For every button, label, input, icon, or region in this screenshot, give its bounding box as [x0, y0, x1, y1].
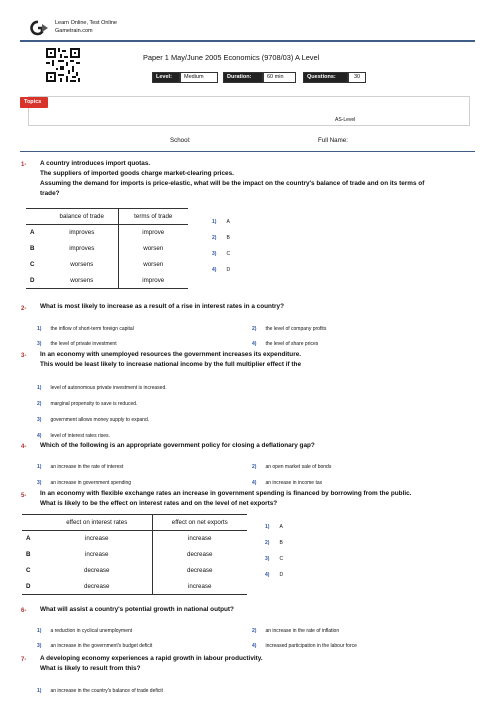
question-text: In an economy with unemployed resources the government increases its expenditure. This would be least likely to increase national income by the full multiplier effect if the: [40, 351, 302, 368]
answer-option[interactable]: 3) an increase in the government's budget deficit: [37, 643, 153, 649]
table-row: C worsens worsen: [26, 257, 188, 273]
answer-option[interactable]: 4) D: [265, 572, 284, 578]
question-number: 5-: [21, 493, 27, 499]
answer-table: [22, 514, 247, 595]
site-logo[interactable]: [28, 20, 50, 36]
answer-option[interactable]: 1) an increase in the rate of interest: [37, 464, 124, 470]
answer-table: [26, 208, 188, 289]
duration-label: Duration:: [223, 72, 263, 83]
level-value: Medium: [180, 72, 218, 83]
name-field[interactable]: Full Name:: [318, 137, 348, 144]
topics-box: [28, 96, 470, 126]
answer-option[interactable]: 1) an increase in the country's balance of trade deficit: [37, 688, 163, 694]
table-row: D decrease increase: [22, 579, 247, 595]
duration-value: 60 min: [263, 72, 296, 83]
page-bottom-edge: [0, 696, 496, 702]
answer-option[interactable]: 3) the level of private investment: [37, 341, 117, 347]
table-row: B increase decrease: [22, 547, 247, 563]
table-row: D worsens improve: [26, 273, 188, 289]
question-number: 1-: [21, 162, 27, 168]
answer-option[interactable]: 4) increased participation in the labour force: [252, 643, 357, 649]
answer-option[interactable]: 2) B: [265, 540, 283, 546]
site-tagline: Learn Online, Test Online: [55, 20, 117, 26]
question-number: 4-: [21, 444, 27, 450]
answer-option[interactable]: 3) government allows money supply to expand.: [37, 417, 150, 423]
question-number: 7-: [21, 657, 27, 663]
answer-option[interactable]: 2) an increase in the rate of inflation: [252, 628, 340, 634]
questions-label: Questions:: [303, 72, 348, 83]
table-row: B improves worsen: [26, 241, 188, 257]
table-header: effect on interest rates: [42, 515, 152, 531]
questions-value: 30: [348, 72, 366, 83]
level-label: Level:: [152, 72, 180, 83]
answer-option[interactable]: 4) level of interest rates rises.: [37, 433, 110, 439]
question-number: 3-: [21, 353, 27, 359]
answer-option[interactable]: 4) an increase in income tax: [252, 480, 323, 486]
answer-option[interactable]: 4) D: [212, 267, 231, 273]
question-text: Which of the following is an appropriate government policy for closing a deflationary gap?: [40, 442, 315, 449]
question-text: A developing economy experiences a rapid growth in labour productivity. What is likely to result from this?: [40, 655, 263, 672]
table-header: effect on net exports: [152, 515, 247, 531]
answer-option[interactable]: 2) marginal propensity to save is reduced.: [37, 401, 138, 407]
answer-option[interactable]: 3) an increase in government spending: [37, 480, 132, 486]
question-text: A country introduces import quotas. The suppliers of imported goods charge market-clearing prices. Assuming the demand for imports is price-elastic, what will be the impact on the country's balance of trade and on its terms of trade?: [40, 160, 425, 197]
table-row: A increase increase: [22, 531, 247, 547]
table-header: terms of trade: [118, 209, 188, 225]
answer-option[interactable]: 1) A: [265, 524, 283, 530]
site-name[interactable]: Gametrain.com: [55, 28, 93, 34]
answer-option[interactable]: 4) the level of share prices: [252, 341, 319, 347]
question-text: What will assist a country's potential growth in national output?: [40, 606, 234, 613]
answer-option[interactable]: 2) the level of company profits: [252, 326, 327, 332]
answer-option[interactable]: 1) A: [212, 219, 230, 225]
answer-option[interactable]: 3) C: [265, 556, 284, 562]
question-number: 2-: [21, 306, 27, 312]
topic-level: AS-Level: [335, 117, 356, 123]
question-text: What is most likely to increase as a result of a rise in interest rates in a country?: [40, 303, 284, 310]
question-text: In an economy with flexible exchange rates an increase in government spending is financed by borrowing from the public. What is likely to be the effect on interest rates and on the level of net exports?: [40, 490, 412, 507]
section-rule: [20, 151, 475, 152]
answer-option[interactable]: 2) B: [212, 235, 230, 241]
answer-option[interactable]: 1) the inflow of short-term foreign capital: [37, 326, 134, 332]
answer-option[interactable]: 3) C: [212, 251, 231, 257]
answer-option[interactable]: 1) a reduction in cyclical unemployment: [37, 628, 133, 634]
question-number: 6-: [21, 608, 27, 614]
table-row: C decrease decrease: [22, 563, 247, 579]
header-rule: [20, 40, 475, 42]
table-header: balance of trade: [46, 209, 118, 225]
answer-option[interactable]: 1) level of autonomous private investment is increased.: [37, 385, 167, 391]
topics-tab[interactable]: Topics: [20, 97, 48, 108]
paper-title: Paper 1 May/June 2005 Economics (9708/03) A Level: [143, 53, 320, 62]
qr-code-icon: [46, 48, 80, 82]
school-field[interactable]: School:: [170, 137, 191, 144]
answer-option[interactable]: 2) an open market sale of bonds: [252, 464, 332, 470]
table-row: A improves improve: [26, 225, 188, 241]
